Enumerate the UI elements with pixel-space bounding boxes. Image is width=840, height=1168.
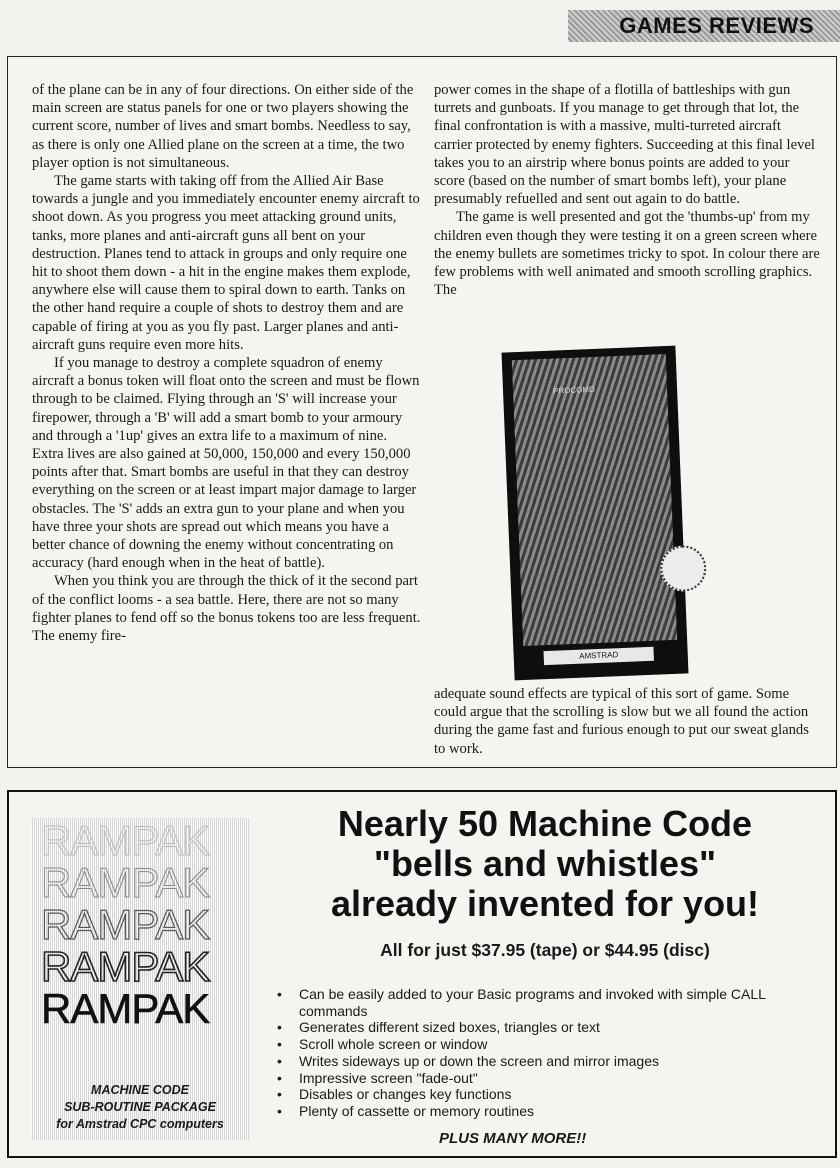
rampak-word: RAMPAK bbox=[41, 943, 210, 990]
paragraph: When you think you are through the thick of it the second part of the conflict looms - a sea battle. Here, there are not so many fighter planes to fend off so the bonus tokens too are less frequent. The enemy fire- bbox=[32, 573, 421, 645]
list-item: • Can be easily added to your Basic programs and invoked with simple CALL commands bbox=[273, 986, 813, 1019]
rampak-logo bbox=[41, 817, 241, 1032]
section-header bbox=[568, 10, 840, 42]
rampak-word: RAMPAK bbox=[41, 985, 210, 1032]
publisher-label: PROCOMD bbox=[552, 384, 596, 396]
list-item: • Disables or changes key functions bbox=[273, 1086, 813, 1103]
review-article bbox=[7, 56, 837, 768]
headline-line: Nearly 50 Machine Code bbox=[337, 803, 753, 844]
rampak-caption bbox=[31, 1082, 249, 1133]
game-cover-artwork bbox=[512, 354, 677, 646]
plus-many-more: PLUS MANY MORE!! bbox=[439, 1130, 587, 1147]
game-box-image bbox=[501, 346, 688, 681]
review-left-column bbox=[32, 81, 422, 645]
list-item: • Scroll whole screen or window bbox=[273, 1036, 813, 1053]
platform-label: AMSTRAD bbox=[544, 647, 654, 665]
section-title: GAMES REVIEWS bbox=[619, 13, 814, 38]
ad-headline bbox=[271, 804, 819, 924]
rampak-advertisement bbox=[7, 790, 837, 1158]
list-item: • Impressive screen "fade-out" bbox=[273, 1070, 813, 1087]
review-right-column-top bbox=[434, 81, 820, 299]
caption-line: MACHINE CODE bbox=[91, 1083, 189, 1097]
rampak-logo-panel bbox=[31, 818, 249, 1140]
paragraph: The game is well presented and got the 'thumbs-up' from my children even though they were testing it on a green screen where the enemy bullets are sometimes tricky to spot. In colour there are few problems with well animated and smooth scrolling graphics. The bbox=[434, 209, 820, 299]
paragraph: of the plane can be in any of four directions. On either side of the main screen are status panels for one or two players showing the current score, number of lives and smart bombs. Needless to say, as there is only one Allied plane on the screen at a time, the two player option is not simultaneous. bbox=[32, 82, 414, 171]
feature-list bbox=[273, 986, 813, 1120]
headline-line: already invented for you! bbox=[330, 883, 760, 924]
caption-line: SUB-ROUTINE PACKAGE bbox=[64, 1100, 216, 1114]
paragraph: If you manage to destroy a complete squadron of enemy aircraft a bonus token will float onto the screen and must be flown through to be claimed. Flying through an 'S' will increase your firepower, through a 'B' will add a smart bomb to your armoury and through a '1up' gives an extra life to a maximum of nine. Extra lives are also gained at 50,000, 150,000 and every 150,000 points after that. Smart bombs are useful in that they can destroy everything on the screen or at least impart major damage to larger obstacles. The 'S' adds an extra gun to your plane and when you have three your shots are spread out which means you have a better chance of downing the enemy without concentrating on accuracy (hard enough when in the heat of battle). bbox=[32, 355, 420, 572]
paragraph: adequate sound effects are typical of this sort of game. Some could argue that the scrolling is slow but we all found the action during the game fast and furious enough to put our sweat glands to work. bbox=[434, 686, 809, 757]
list-item: • Writes sideways up or down the screen and mirror images bbox=[273, 1053, 813, 1070]
list-item: • Plenty of cassette or memory routines bbox=[273, 1103, 813, 1120]
rampak-word: RAMPAK bbox=[41, 901, 210, 948]
ad-price: All for just $37.95 (tape) or $44.95 (disc) bbox=[380, 940, 710, 960]
rampak-word: RAMPAK bbox=[41, 859, 210, 906]
seal-icon bbox=[659, 545, 707, 593]
paragraph: The game starts with taking off from the Allied Air Base towards a jungle and you immediately encounter enemy aircraft to shoot down. As you progress you meet attacking ground units, tanks, more planes and anti-aircraft guns all bent on your destruction. Planes tend to attack in groups and only require one hit to shoot them down - a hit in the engine makes them explode, anywhere else will cause them to spiral down to earth. Tanks on the other hand require a couple of shots to destroy them and are capable of firing at you as you fly past. Larger planes and anti-aircraft guns require even more hits. bbox=[32, 173, 420, 353]
headline-line: "bells and whistles" bbox=[373, 843, 717, 884]
paragraph: power comes in the shape of a flotilla of battleships with gun turrets and gunboats. If you manage to get through that lot, the final confrontation is with a massive, multi-turreted aircraft carrier protected by enemy fighters. Succeeding at this final level takes you to an airstrip where bonus points are added to your score (based on the number of smart bombs left), your plane presumably refuelled and sent out again to do battle. bbox=[434, 82, 815, 208]
caption-line: for Amstrad CPC computers bbox=[56, 1117, 224, 1131]
rampak-word: RAMPAK bbox=[41, 817, 210, 864]
review-right-column-bottom bbox=[434, 685, 820, 758]
list-item: • Generates different sized boxes, triangles or text bbox=[273, 1019, 813, 1036]
